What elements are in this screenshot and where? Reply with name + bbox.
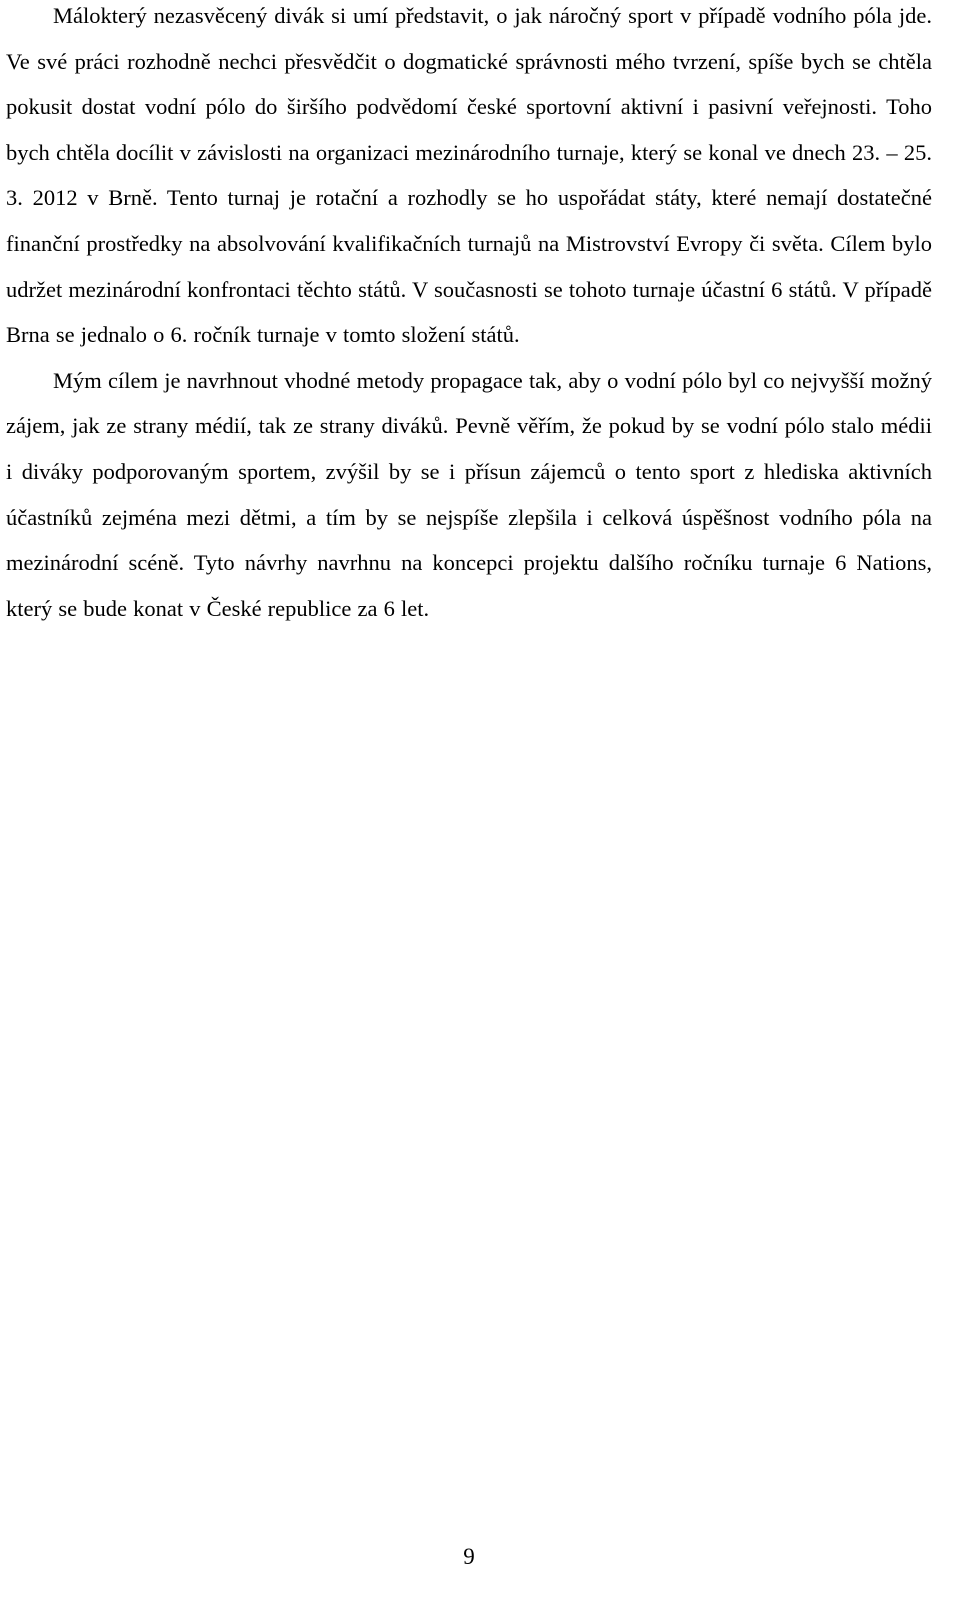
document-page bbox=[6, 0, 932, 631]
page-number: 9 bbox=[463, 1544, 475, 1569]
paragraph-goal: Mým cílem je navrhnout vhodné metody propagace tak, aby o vodní pólo byl co nejvyšší možný zájem, jak ze strany médií, tak ze strany diváků. Pevně věřím, že pokud by se vodní pólo stalo médii i diváky podporovaným sportem, zvýšil by se i přísun zájemců o tento sport z hlediska aktivních účastníků zejména mezi dětmi, a tím by se nejspíše zlepšila i celková úspěšnost vodního póla na mezinárodní scéně. Tyto návrhy navrhnu na koncepci projektu dalšího ročníku turnaje 6 Nations, který se bude konat v České republice za 6 let. bbox=[6, 367, 932, 621]
paragraph-intro: Málokterý nezasvěcený divák si umí představit, o jak náročný sport v případě vodního póla jde. Ve své práci rozhodně nechci přesvědčit o dogmatické správnosti mého tvrzení, spíše bych se chtěla pokusit dostat vodní pólo do širšího podvědomí české sportovní aktivní i pasivní veřejnosti. Toho bych chtěla docílit v závislosti na organizaci mezinárodního turnaje, který se konal ve dnech 23. – 25. 3. 2012 v Brně. Tento turnaj je rotační a rozhodly se ho uspořádat státy, které nemají dostatečné finanční prostředky na absolvování kvalifikačních turnajů na Mistrovství Evropy či světa. Cílem bylo udržet mezinárodní konfrontaci těchto států. V současnosti se tohoto turnaje účastní 6 států. V případě Brna se jednalo o 6. ročník turnaje v tomto složení států. bbox=[6, 3, 932, 348]
